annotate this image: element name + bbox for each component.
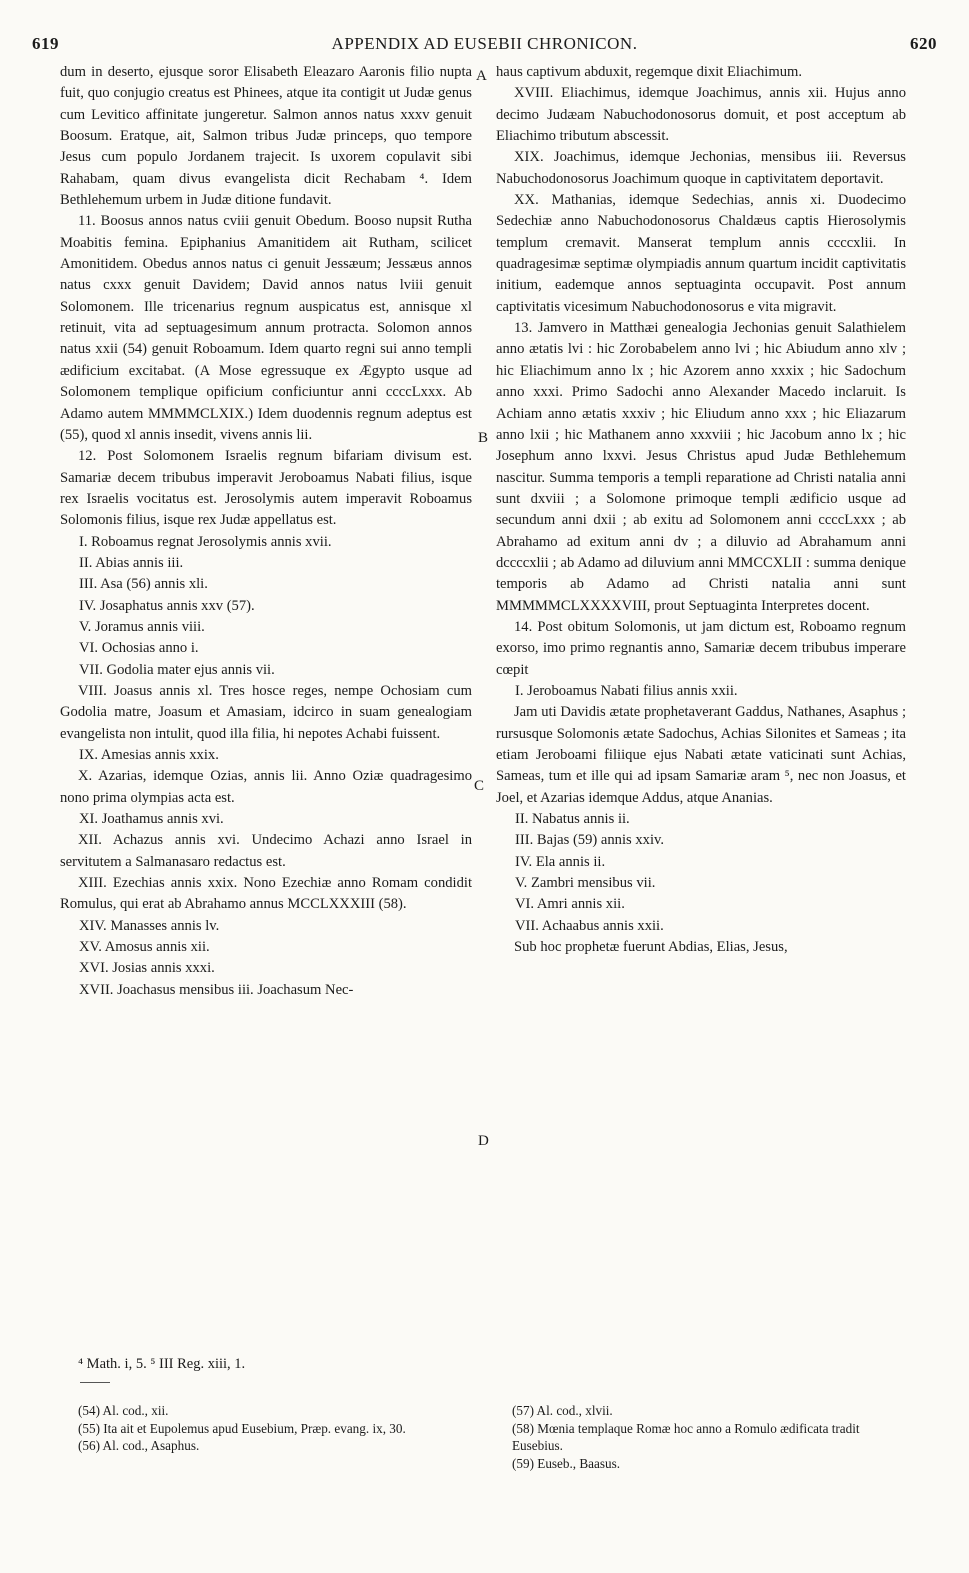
list-item: VI. Ochosias anno i.	[79, 640, 199, 657]
paragraph: XIX. Joachimus, idemque Jechonias, mensibus iii. Reversus Nabuchodonosorus Joachimum quoque in captivitatem deportavit.	[496, 149, 906, 187]
list-item: XV. Amosus annis xii.	[79, 939, 210, 956]
list-item: II. Abias annis iii.	[79, 554, 184, 571]
left-column	[60, 62, 472, 1001]
paragraph: 12. Post Solomonem Israelis regnum bifariam divisum est. Samariæ decem tribubus imperavit Jeroboamus Nabati filius, isque rex Israelis vocitatus est. Jerosolymis autem imperavit Roboamus Solomonis filius, isque rex Judæ appellatus est.	[60, 448, 472, 529]
list-item: XI. Joathamus annis xvi.	[79, 811, 224, 828]
paragraph: 11. Boosus annos natus cviii genuit Obedum. Booso nupsit Rutha Moabitis femina. Epiphanius Amanitidem ait Rutham, scilicet Amonitidem. Obedus annos natus ci genuit Jessæum; Jessæus annos natus cxxx genuit Davidem; David annos natus lviii genuit Solomonem. Ille tricenarius regnum auspicatus est, annisque xl retinuit, vita ad septuagesimum annum protracta. Solomon annos natus xxii (54) genuit Roboamum. Idem quarto regni sui anno templi ædificium excitabat. (A Mose egressuque ex Ægypto usque ad Solomonem templique opificium conficiuntur anni ccccLxxx. Ab Adamo autem MMMMCLXIX.) Idem duodennis regnum adeptus est (55), quod xl annis insedit, vivens annis lii.	[60, 213, 472, 443]
note: (55) Ita ait et Eupolemus apud Eusebium, Præp. evang. ix, 30.	[78, 1420, 406, 1436]
page-header	[32, 34, 937, 58]
list-item: II. Nabatus annis ii.	[515, 811, 630, 828]
list-item: X. Azarias, idemque Ozias, annis lii. Anno Oziæ quadragesimo nono prima olympias acta est.	[60, 768, 472, 806]
list-item: XVI. Josias annis xxxi.	[79, 960, 215, 977]
margin-marker-b: B	[478, 430, 489, 446]
list-item: VII. Godolia mater ejus annis vii.	[79, 661, 275, 678]
list-item: VI. Amri annis xii.	[515, 896, 625, 913]
note: (57) Al. cod., xlvii.	[512, 1403, 613, 1418]
page-number-right: 620	[910, 34, 937, 53]
list-item: IV. Ela annis ii.	[515, 853, 606, 870]
paragraph: Sub hoc prophetæ fuerunt Abdias, Elias, Jesus,	[514, 939, 788, 956]
list-item: XII. Achazus annis xvi. Undecimo Achazi anno Israel in servitutem a Salmanasaro redactus est.	[60, 832, 472, 870]
paragraph: 13. Jamvero in Matthæi genealogia Jechonias genuit Salathielem anno ætatis lvi : hic Zorobabelem anno lvi ; hic Abiudum anno xlv ; hic Eliachimum anno lx ; hic Azorem anno xxxix ; hic Sadochum anno xxxi. Primo Sadochi anno Alexander Macedo inclaruit. Is Achiam anno ætatis xxxiv ; hic Eliudum anno xxx ; hic Eliazarum anno lxii ; hic Mathanem anno xxxviii ; hic Jacobum anno lx ; hic Josephum anno lxxvi. Jesus Christus apud Judæ Bethlehemum nascitur. Summa temporis a templi reparatione ad Christi natalia anni sunt dxviii ; a Solomone primoque templi ædificio usque ad secundum anni dxii ; ab exitu ad Solomonem anni ccccLxxx ; ab Abrahamo ad exitum anni dv ; a diluvio ad Abrahamum anni dccccxlii ; ab Adamo ad diluvium anni MMCCXLII : summa denique temporis ab Adamo ad Christi natalia anni sunt MMMMMCLXXXXVIII, prout Septuaginta Interpretes docent.	[496, 320, 906, 614]
margin-marker-c: C	[474, 778, 485, 794]
margin-marker-a: A	[476, 68, 487, 84]
notes-left	[78, 1402, 468, 1455]
list-item: V. Zambri mensibus vii.	[515, 875, 656, 892]
footnote-divider	[80, 1382, 110, 1383]
paragraph: 14. Post obitum Solomonis, ut jam dictum est, Roboamo regnum exorso, imo primo regnantis anno, Samariæ decem tribubus imperare cœpit	[496, 618, 906, 678]
list-item: III. Bajas (59) annis xxiv.	[515, 832, 665, 849]
list-item: III. Asa (56) annis xli.	[79, 576, 208, 593]
list-item: VII. Achaabus annis xxii.	[515, 917, 664, 934]
list-item: V. Joramus annis viii.	[79, 618, 205, 635]
list-item: VIII. Joasus annis xl. Tres hosce reges, nempe Ochosiam cum Godolia matre, Joasum et Amasiam, idcirco in suam genealogiam evangelista non intulit, quod illa filia, hi nepotes Achabi fuissent.	[60, 682, 472, 742]
footnote-references: ⁴ Math. i, 5. ⁵ III Reg. xiii, 1.	[78, 1356, 246, 1372]
margin-marker-d: D	[478, 1133, 489, 1149]
list-item: IX. Amesias annis xxix.	[79, 747, 219, 763]
paragraph: haus captivum abduxit, regemque dixit Eliachimum.	[496, 64, 802, 80]
paragraph: XX. Mathanias, idemque Sedechias, annis xi. Duodecimo Sedechiæ anno Nabuchodonosorus Chaldæus captis Hierosolymis templum cremavit. Manserat templum annis ccccxlii. In quadragesimæ septimæ olympiadis annum quartum incidit captivitatis initium, eademque annos septuaginta occupavit. Post annum captivitatis vicesimum Nabuchodonosorus e vita migravit.	[496, 192, 906, 315]
list-item: I. Roboamus regnat Jerosolymis annis xvii.	[79, 533, 332, 550]
paragraph: XVIII. Eliachimus, idemque Joachimus, annis xii. Hujus anno decimo Judæam Nabuchodonosorus domuit, et post acceptum ab Eliachimo tributum abscessit.	[496, 85, 906, 145]
right-column	[496, 62, 906, 958]
note: (59) Euseb., Baasus.	[512, 1455, 621, 1471]
list-item: IV. Josaphatus annis xxv (57).	[79, 597, 255, 614]
list-item: XVII. Joachasus mensibus iii. Joachasum Nec-	[79, 981, 354, 998]
list-item: XIV. Manasses annis lv.	[79, 917, 220, 934]
list-item: I. Jeroboamus Nabati filius annis xxii.	[515, 682, 738, 699]
page-number-left: 619	[32, 34, 59, 53]
note: (54) Al. cod., xii.	[78, 1403, 169, 1418]
note: (56) Al. cod., Asaphus.	[78, 1438, 200, 1453]
note: (58) Mœnia templaque Romæ hoc anno a Romulo ædificata tradit Eusebius.	[512, 1420, 860, 1453]
running-title: APPENDIX AD EUSEBII CHRONICON.	[331, 34, 638, 53]
paragraph: dum in deserto, ejusque soror Elisabeth Eleazaro Aaronis filio nupta fuit, quo conjugio creatus est Phinees, atque ita contigit ut Judæ genus cum Levitico affinitate jungeretur. Salmon annos natus xxxv genuit Boosum. Eratque, ait, Salmon tribus Judæ princeps, quo tempore Jesus cum populo Jordanem trajecit. Is uxorem copulavit sibi Rahabam, quam divus evangelista dicit Rechabam ⁴. Idem Bethlehemum urbem in Judæ ditione fundavit.	[60, 64, 472, 209]
paragraph: Jam uti Davidis ætate prophetaverant Gaddus, Nathanes, Asaphus ; rursusque Solomonis ætate Sadochus, Achias Silonites et Sameas ; ita etiam Jeroboami filiique ejus Nabati ætate vaticinati sunt Achias, Sameas, tum et ille qui ad ipsam Samariæ aram ⁵, nec non Joasus, et Joel, et Azarias idemque Addus, atque Ananias.	[496, 704, 906, 806]
list-item: XIII. Ezechias annis xxix. Nono Ezechiæ anno Romam condidit Romulus, qui erat ab Abrahamo annus MCCLXXXIII (58).	[60, 875, 472, 913]
notes-right	[512, 1402, 912, 1472]
